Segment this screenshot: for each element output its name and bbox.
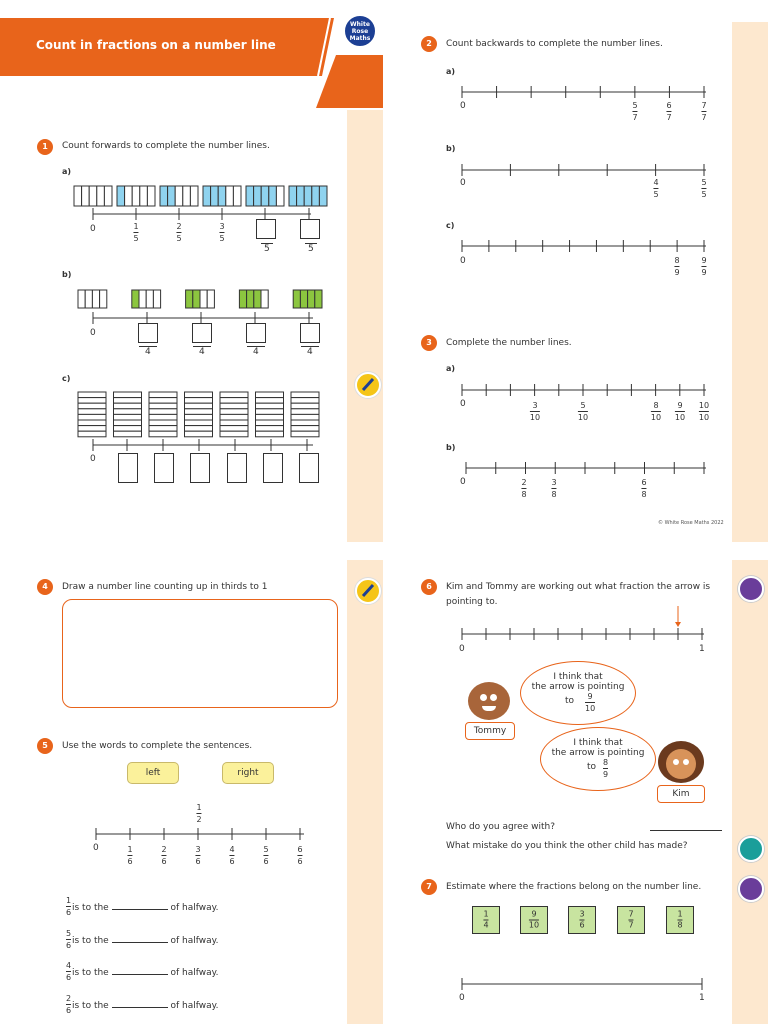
bar-model-cell	[256, 403, 284, 409]
bar-model-cell	[168, 186, 176, 206]
bar-model-cell	[97, 186, 105, 206]
q1c-answer-box[interactable]	[154, 453, 174, 483]
q7-one: 1	[699, 993, 705, 1003]
q1a-fraction: 1 5	[133, 222, 139, 243]
q2a-fraction: 7 7	[701, 101, 707, 122]
kim-avatar	[658, 741, 704, 783]
bar-model-cell	[78, 392, 106, 398]
tommy-name-tag: Tommy	[465, 722, 515, 740]
q2b-fraction: 5 5	[701, 178, 707, 199]
q5-fraction: 2 6	[161, 845, 167, 866]
question-5-text: Use the words to complete the sentences.	[62, 741, 253, 751]
q1c-answer-box[interactable]	[299, 453, 319, 483]
q2b-zero: 0	[460, 178, 466, 188]
question-3-text: Complete the number lines.	[446, 338, 572, 348]
bar-model-cell	[256, 392, 284, 398]
question-number-3: 3	[421, 335, 437, 351]
q1c-answer-box[interactable]	[190, 453, 210, 483]
q3b-number-line	[456, 460, 716, 476]
bar-model-cell	[185, 398, 213, 404]
q1b-answer-box[interactable]	[300, 323, 320, 343]
q1c-answer-box[interactable]	[263, 453, 283, 483]
bar-model-cell	[256, 426, 284, 432]
bar-model-cell	[117, 186, 125, 206]
q2b-fraction: 4 5	[653, 178, 659, 199]
bar-model-cell	[149, 398, 177, 404]
page-title: Count in fractions on a number line	[36, 38, 276, 52]
question-number-1: 1	[37, 139, 53, 155]
tommy-avatar	[468, 682, 510, 720]
bar-model-cell	[78, 290, 85, 308]
q1a-answer-denominator: 5	[261, 243, 273, 254]
q5-zero: 0	[93, 843, 99, 853]
question-7-text: Estimate where the fractions belong on the number line.	[446, 882, 702, 892]
bar-model-cell	[78, 414, 106, 420]
bar-model-cell	[114, 403, 142, 409]
q3a-fraction: 10 10	[698, 401, 710, 422]
margin-strip-bottom-right	[732, 560, 768, 1024]
bar-model-cell	[149, 414, 177, 420]
bar-model-cell	[149, 392, 177, 398]
margin-strip-top-left	[347, 110, 383, 542]
bar-model-cell	[78, 426, 106, 432]
fraction-card[interactable]: 1 4	[472, 906, 500, 934]
q3a-fraction: 8 10	[650, 401, 662, 422]
q2c-zero: 0	[460, 256, 466, 266]
q5-fraction: 4 6	[229, 845, 235, 866]
q1b-answer-box[interactable]	[246, 323, 266, 343]
q1a-bar-models	[70, 184, 340, 210]
arrow-head	[675, 622, 681, 627]
q3b-fraction: 3 8	[551, 478, 557, 499]
q3a-fraction: 3 10	[529, 401, 541, 422]
bar-model-cell	[291, 414, 319, 420]
bar-model-cell	[183, 186, 191, 206]
q3a-zero: 0	[460, 399, 466, 409]
question-1-text: Count forwards to complete the number lines.	[62, 141, 270, 151]
bar-model-cell	[220, 409, 248, 415]
q2a-number-line	[456, 84, 716, 100]
q1c-answer-box[interactable]	[118, 453, 138, 483]
bar-model-cell	[220, 398, 248, 404]
bar-model-cell	[207, 290, 214, 308]
bar-model-cell	[256, 398, 284, 404]
bar-model-cell	[92, 290, 99, 308]
margin-strip-bottom-left	[347, 560, 383, 1024]
bar-model-cell	[226, 186, 234, 206]
bar-model-cell	[175, 186, 183, 206]
question-6-text-line-2: pointing to.	[446, 597, 498, 607]
q5-fraction: 6 6	[297, 845, 303, 866]
question-6-text-line-1: Kim and Tommy are working out what fraction the arrow is	[446, 582, 711, 592]
bar-model-cell	[132, 186, 140, 206]
bar-model-cell	[220, 420, 248, 426]
q2-part-c-label: c)	[446, 221, 455, 230]
fraction-card[interactable]: 3 6	[568, 906, 596, 934]
bar-model-cell	[291, 398, 319, 404]
bar-model-cell	[239, 290, 246, 308]
bar-model-cell	[149, 420, 177, 426]
bar-model-cell	[78, 431, 106, 437]
q2b-number-line	[456, 162, 716, 178]
question-number-2: 2	[421, 36, 437, 52]
q1b-answer-denominator: 4	[139, 346, 157, 357]
q4-answer-area[interactable]	[62, 599, 338, 708]
bar-model-cell	[149, 431, 177, 437]
bar-model-cell	[185, 409, 213, 415]
question-number-6: 6	[421, 579, 437, 595]
bar-model-cell	[220, 426, 248, 432]
q5-blank[interactable]	[112, 974, 168, 975]
margin-strip-top-right	[732, 22, 768, 542]
q5-fraction: 5 6	[263, 845, 269, 866]
white-rose-logo: White Rose Maths	[343, 14, 377, 48]
q1b-answer-box[interactable]	[138, 323, 158, 343]
bar-model-cell	[82, 186, 90, 206]
bar-model-cell	[220, 403, 248, 409]
bar-model-cell	[256, 431, 284, 437]
copyright: © White Rose Maths 2022	[658, 520, 724, 526]
bar-model-cell	[185, 392, 213, 398]
q6-answer-line[interactable]	[650, 830, 722, 831]
q1a-number-line	[85, 208, 325, 222]
q1b-zero: 0	[90, 328, 96, 338]
q1c-number-line	[85, 439, 325, 453]
bar-model-cell	[147, 186, 155, 206]
header-banner	[0, 0, 390, 110]
q1a-fraction: 3 5	[219, 222, 225, 243]
question-2-text: Count backwards to complete the number lines.	[446, 39, 663, 49]
bar-model-cell	[293, 290, 300, 308]
q1-part-b-label: b)	[62, 270, 72, 279]
bar-model-cell	[114, 409, 142, 415]
q5-halfway-label: 1 2	[196, 803, 202, 824]
bar-model-cell	[291, 392, 319, 398]
q2-part-b-label: b)	[446, 144, 456, 153]
bar-model-cell	[247, 290, 254, 308]
q1-part-c-label: c)	[62, 374, 71, 383]
bar-model-cell	[218, 186, 226, 206]
bar-model-cell	[308, 290, 315, 308]
bar-model-cell	[312, 186, 320, 206]
bar-model-cell	[185, 403, 213, 409]
bar-model-cell	[319, 186, 327, 206]
tier-icon	[738, 836, 764, 862]
bar-model-cell	[78, 409, 106, 415]
q1a-answer-box[interactable]	[256, 219, 276, 239]
bar-model-cell	[140, 186, 148, 206]
bar-model-cell	[185, 426, 213, 432]
bar-model-cell	[114, 431, 142, 437]
q1b-bar-models	[76, 288, 336, 310]
bar-model-cell	[291, 409, 319, 415]
bar-model-cell	[256, 420, 284, 426]
bar-model-cell	[289, 186, 297, 206]
bar-model-cell	[114, 420, 142, 426]
q3b-fraction: 2 8	[521, 478, 527, 499]
q2c-fraction: 8 9	[674, 256, 680, 277]
q7-number-line	[456, 976, 712, 992]
bar-model-cell	[146, 290, 153, 308]
fraction-card[interactable]: 1 8	[666, 906, 694, 934]
tier-icon	[738, 876, 764, 902]
bar-model-cell	[185, 420, 213, 426]
bar-model-cell	[269, 186, 277, 206]
bar-model-cell	[160, 186, 168, 206]
q3a-fraction: 5 10	[577, 401, 589, 422]
q1b-answer-box[interactable]	[192, 323, 212, 343]
bar-model-cell	[220, 392, 248, 398]
q2c-fraction: 9 9	[701, 256, 707, 277]
bar-model-cell	[193, 290, 200, 308]
bar-model-cell	[211, 186, 219, 206]
bar-model-cell	[203, 186, 211, 206]
bar-model-cell	[139, 290, 146, 308]
fraction-card[interactable]: 7 7	[617, 906, 645, 934]
q3a-fraction: 9 10	[674, 401, 686, 422]
q5-fraction: 3 6	[195, 845, 201, 866]
bar-model-cell	[100, 290, 107, 308]
bar-model-cell	[89, 186, 97, 206]
pencil-icon	[355, 372, 381, 398]
q2a-fraction: 5 7	[632, 101, 638, 122]
q2a-fraction: 6 7	[666, 101, 672, 122]
q3-part-a-label: a)	[446, 364, 456, 373]
bar-model-cell	[85, 290, 92, 308]
pencil-icon	[355, 578, 381, 604]
q1b-answer-denominator: 4	[247, 346, 265, 357]
q1a-answer-denominator: 5	[305, 243, 317, 254]
word-card-left[interactable]: left	[127, 762, 179, 784]
q6-one: 1	[699, 644, 705, 654]
bar-model-cell	[149, 426, 177, 432]
bar-model-cell	[261, 186, 269, 206]
q3-part-b-label: b)	[446, 443, 456, 452]
bar-model-cell	[291, 431, 319, 437]
q1-part-a-label: a)	[62, 167, 72, 176]
bar-model-cell	[114, 426, 142, 432]
bar-model-cell	[185, 431, 213, 437]
bar-model-cell	[186, 290, 193, 308]
q7-zero: 0	[459, 993, 465, 1003]
bar-model-cell	[114, 414, 142, 420]
q1a-fraction: 2 5	[176, 222, 182, 243]
bar-model-cell	[304, 186, 312, 206]
q2c-number-line	[456, 238, 716, 254]
bar-model-cell	[254, 290, 261, 308]
q6-zero: 0	[459, 644, 465, 654]
bar-model-cell	[114, 398, 142, 404]
q1c-answer-box[interactable]	[227, 453, 247, 483]
q5-fraction: 1 6	[127, 845, 133, 866]
bar-model-cell	[200, 290, 207, 308]
bar-model-cell	[78, 398, 106, 404]
q5-blank[interactable]	[112, 1007, 168, 1008]
question-number-5: 5	[37, 738, 53, 754]
bar-model-cell	[246, 186, 254, 206]
bar-model-cell	[132, 290, 139, 308]
bar-model-cell	[261, 290, 268, 308]
fraction-card[interactable]: 9 10	[520, 906, 548, 934]
bar-model-cell	[78, 403, 106, 409]
bar-model-cell	[300, 290, 307, 308]
question-number-4: 4	[37, 579, 53, 595]
bar-model-cell	[153, 290, 160, 308]
q3b-zero: 0	[460, 477, 466, 487]
bar-model-cell	[74, 186, 82, 206]
kim-speech-bubble: I think that the arrow is pointing to 8 9	[540, 727, 656, 791]
bar-model-cell	[297, 186, 305, 206]
word-card-right[interactable]: right	[222, 762, 274, 784]
bar-model-cell	[190, 186, 198, 206]
bar-model-cell	[125, 186, 133, 206]
tier-icon	[738, 576, 764, 602]
q2-part-a-label: a)	[446, 67, 456, 76]
bar-model-cell	[315, 290, 322, 308]
q2a-zero: 0	[460, 101, 466, 111]
q6-number-line	[456, 606, 716, 646]
q1c-zero: 0	[90, 454, 96, 464]
kim-name-tag: Kim	[657, 785, 705, 803]
bar-model-cell	[254, 186, 262, 206]
q1a-answer-box[interactable]	[300, 219, 320, 239]
bar-model-cell	[291, 426, 319, 432]
bar-model-cell	[78, 420, 106, 426]
bar-model-cell	[149, 409, 177, 415]
q1a-zero: 0	[90, 224, 96, 234]
bar-model-cell	[149, 403, 177, 409]
q1b-answer-denominator: 4	[301, 346, 319, 357]
bar-model-cell	[291, 403, 319, 409]
bar-model-cell	[185, 414, 213, 420]
q6-question-agree: Who do you agree with?	[446, 822, 555, 832]
bar-model-cell	[256, 414, 284, 420]
question-4-text: Draw a number line counting up in thirds to 1	[62, 582, 268, 592]
bar-model-cell	[220, 414, 248, 420]
bar-model-cell	[114, 392, 142, 398]
question-number-7: 7	[421, 879, 437, 895]
q5-number-line	[90, 826, 310, 842]
bar-model-cell	[233, 186, 241, 206]
bar-model-cell	[276, 186, 284, 206]
bar-model-cell	[220, 431, 248, 437]
bar-model-cell	[291, 420, 319, 426]
q5-blank[interactable]	[112, 909, 168, 910]
bar-model-cell	[256, 409, 284, 415]
q5-blank[interactable]	[112, 942, 168, 943]
q6-question-mistake: What mistake do you think the other child has made?	[446, 841, 688, 851]
tommy-speech-bubble: I think that the arrow is pointing to 9 10	[520, 661, 636, 725]
bar-model-cell	[104, 186, 112, 206]
q3b-fraction: 6 8	[641, 478, 647, 499]
q1b-answer-denominator: 4	[193, 346, 211, 357]
q3a-number-line	[456, 382, 716, 398]
q1c-bar-models	[77, 391, 327, 439]
